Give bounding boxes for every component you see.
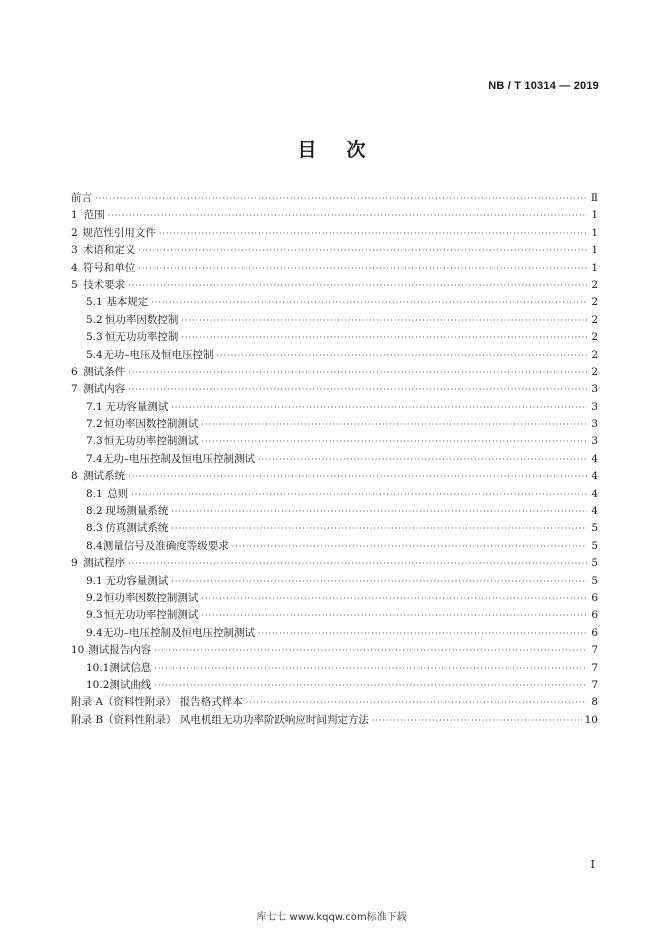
toc-entry[interactable]: [71, 573, 598, 590]
toc-entry[interactable]: [71, 538, 598, 555]
toc-dot-leader: [258, 625, 587, 642]
toc-entry-label: 规范性引用文件: [82, 226, 156, 239]
toc-entry-page: 2: [591, 365, 598, 378]
page-title: 目次: [297, 139, 396, 161]
toc-entry[interactable]: [71, 642, 598, 659]
toc-entry-number: 9.2: [86, 591, 103, 604]
toc-dot-leader: [201, 607, 587, 624]
toc-entry-label: 测试信息: [109, 661, 152, 674]
toc-entry-page: 1: [591, 244, 598, 257]
toc-entry[interactable]: [71, 242, 598, 259]
toc-entry-label: 无功容量测试: [105, 574, 169, 587]
toc-dot-leader: [372, 712, 582, 729]
toc-entry[interactable]: [71, 347, 598, 364]
toc-entry-label: 范围: [83, 209, 105, 222]
toc-dot-leader: [154, 677, 587, 694]
toc-dot-leader: [201, 433, 587, 450]
toc-entry[interactable]: [71, 625, 598, 642]
toc-entry-page: 4: [591, 452, 598, 465]
toc-dot-leader: [128, 364, 587, 381]
toc-entry-page: 5: [591, 574, 598, 587]
toc-entry-number: 7.3: [86, 435, 103, 448]
toc-entry-number: 7.4: [86, 452, 103, 465]
toc-entry-number: 7.1: [86, 400, 103, 413]
toc-dot-leader: [201, 590, 587, 607]
toc-dot-leader: [246, 694, 587, 711]
toc-entry-label: 测试系统: [83, 470, 126, 483]
toc-entry-label: 总则: [107, 487, 129, 500]
watermark-text: 库七七 www.kqqw.com标准下载: [256, 912, 407, 923]
toc-entry[interactable]: [71, 260, 598, 277]
toc-entry-page: 2: [591, 331, 598, 344]
toc-entry-page: 6: [591, 591, 598, 604]
toc-entry-label: 测量信号及准确度等级要求: [102, 539, 229, 552]
toc-entry[interactable]: [71, 607, 598, 624]
toc-entry-page: 8: [591, 696, 598, 709]
toc-entry-page: 10: [584, 713, 598, 726]
toc-entry-page: 3: [591, 418, 598, 431]
toc-entry-page: 1: [591, 226, 598, 239]
toc-entry-number: 2: [71, 226, 78, 239]
toc-entry-number: 7.2: [86, 418, 103, 431]
toc-entry-page: 3: [591, 400, 598, 413]
toc-dot-leader: [95, 190, 587, 207]
toc-entry-number: 8.1: [86, 487, 103, 500]
toc-entry-number: 1: [71, 209, 78, 222]
toc-entry-label: 恒无功功率控制: [104, 331, 179, 344]
toc-entry[interactable]: [71, 677, 598, 694]
toc-entry-label: 测试程序: [83, 557, 126, 570]
toc-entry-label: 恒无功功率控制测试: [103, 435, 199, 448]
toc-entry-page: 4: [591, 505, 598, 518]
toc-entry[interactable]: [71, 207, 598, 224]
toc-entry[interactable]: [71, 555, 598, 572]
toc-entry-label: 恒功率因数控制: [104, 313, 179, 326]
table-of-contents: [71, 190, 598, 729]
toc-dot-leader: [159, 225, 587, 242]
toc-entry-label: 无功–电压及恒电压控制: [103, 348, 214, 361]
toc-entry[interactable]: [71, 312, 598, 329]
toc-entry-page: 2: [591, 348, 598, 361]
toc-entry[interactable]: [71, 451, 598, 468]
toc-entry-label: 恒功率因数控制测试: [103, 418, 199, 431]
toc-entry-number: 4: [71, 261, 78, 274]
toc-entry-number: 8.4: [86, 539, 103, 552]
toc-entry-page: 2: [591, 313, 598, 326]
toc-entry-number: 8: [71, 470, 78, 483]
toc-entry-number: 3: [71, 244, 78, 257]
toc-entry-label: 无功容量测试: [105, 400, 169, 413]
toc-entry[interactable]: [71, 590, 598, 607]
toc-entry[interactable]: [71, 520, 598, 537]
toc-entry-number: 5: [71, 278, 78, 291]
toc-dot-leader: [131, 486, 587, 503]
toc-entry[interactable]: [71, 225, 598, 242]
toc-dot-leader: [138, 242, 587, 259]
toc-entry-number: 9: [71, 557, 78, 570]
toc-entry-page: 7: [591, 661, 598, 674]
toc-entry-number: 5.2: [86, 313, 103, 326]
toc-entry-page: 5: [591, 522, 598, 535]
toc-entry-label: 测试条件: [83, 365, 126, 378]
toc-dot-leader: [108, 207, 587, 224]
toc-entry-number: 8.3: [86, 522, 103, 535]
toc-entry-page: 7: [591, 678, 598, 691]
toc-entry-number: 5.3: [86, 331, 103, 344]
toc-dot-leader: [128, 277, 587, 294]
toc-entry-page: 2: [591, 278, 598, 291]
toc-dot-leader: [171, 503, 587, 520]
toc-dot-leader: [201, 416, 587, 433]
toc-entry-number: 9.3: [86, 609, 103, 622]
toc-entry[interactable]: [71, 416, 598, 433]
toc-entry-label: 附录 A（资料性附录） 报告格式样本: [71, 696, 243, 709]
toc-dot-leader: [154, 660, 587, 677]
toc-entry-number: 9.4: [86, 626, 103, 639]
toc-dot-leader: [181, 329, 587, 346]
toc-dot-leader: [216, 347, 587, 364]
toc-entry-label: 恒无功功率控制测试: [103, 609, 199, 622]
toc-dot-leader: [258, 451, 587, 468]
toc-entry-page: 4: [591, 470, 598, 483]
toc-entry-label: 无功–电压控制及恒电压控制测试: [102, 626, 255, 639]
toc-entry-page: 2: [591, 296, 598, 309]
toc-entry[interactable]: [71, 190, 598, 207]
toc-entry-label: 基本规定: [106, 296, 149, 309]
toc-entry-label: 附录 B（资料性附录） 风电机组无功功率阶跃响应时间判定方法: [71, 713, 369, 726]
toc-entry-number: 9.1: [86, 574, 103, 587]
toc-entry-page: 7: [591, 644, 598, 657]
toc-entry-label: 现场测量系统: [105, 505, 169, 518]
toc-entry-label: 无功–电压控制及恒电压控制测试: [102, 452, 255, 465]
toc-entry[interactable]: [71, 712, 598, 729]
toc-entry-page: Ⅱ: [590, 192, 598, 204]
toc-dot-leader: [128, 381, 587, 398]
toc-entry[interactable]: [71, 468, 598, 485]
toc-entry-number: 10: [71, 644, 85, 657]
toc-entry-label: 前言: [71, 192, 92, 204]
toc-entry[interactable]: [71, 486, 598, 503]
toc-entry[interactable]: [71, 433, 598, 450]
toc-entry-number: 5.1: [86, 296, 103, 309]
toc-dot-leader: [171, 573, 587, 590]
toc-entry-page: 6: [591, 609, 598, 622]
toc-entry-number: 7: [71, 383, 78, 396]
toc-entry[interactable]: [71, 364, 598, 381]
toc-dot-leader: [138, 260, 587, 277]
toc-entry[interactable]: [71, 381, 598, 398]
toc-entry-label: 仿真测试系统: [105, 522, 169, 535]
toc-entry-number: 8.2: [86, 505, 103, 518]
toc-entry-page: 5: [591, 557, 598, 570]
toc-entry-label: 测试内容: [83, 383, 126, 396]
toc-entry[interactable]: [71, 694, 598, 711]
toc-entry-label: 符号和单位: [82, 261, 136, 274]
toc-entry[interactable]: [71, 277, 598, 294]
toc-dot-leader: [232, 538, 587, 555]
toc-entry-label: 术语和定义: [82, 244, 136, 257]
toc-entry-number: 5.4: [86, 348, 103, 361]
toc-dot-leader: [128, 555, 587, 572]
toc-entry-number: 10.2: [86, 678, 110, 691]
toc-dot-leader: [128, 468, 587, 485]
toc-entry-page: 1: [591, 209, 598, 222]
toc-entry-page: 6: [591, 626, 598, 639]
toc-entry-label: 测试报告内容: [88, 644, 152, 657]
toc-dot-leader: [181, 312, 587, 329]
toc-entry[interactable]: [71, 329, 598, 346]
toc-dot-leader: [154, 642, 587, 659]
toc-entry-page: 3: [591, 383, 598, 396]
toc-entry-page: 4: [591, 487, 598, 500]
toc-entry[interactable]: [71, 660, 598, 677]
toc-entry-page: 3: [591, 435, 598, 448]
toc-dot-leader: [171, 520, 587, 537]
toc-entry-page: 1: [591, 261, 598, 274]
toc-dot-leader: [171, 399, 587, 416]
toc-dot-leader: [151, 294, 587, 311]
toc-entry-label: 技术要求: [83, 278, 126, 291]
toc-entry-number: 6: [71, 365, 78, 378]
toc-entry-label: 恒功率因数控制测试: [103, 591, 199, 604]
toc-entry-page: 5: [591, 539, 598, 552]
page-number: I: [590, 858, 595, 871]
toc-entry-number: 10.1: [86, 661, 110, 674]
toc-entry[interactable]: [71, 503, 598, 520]
toc-entry[interactable]: [71, 399, 598, 416]
standard-code: NB / T 10314 — 2019: [488, 80, 599, 92]
toc-entry[interactable]: [71, 294, 598, 311]
toc-entry-label: 测试曲线: [109, 678, 152, 691]
